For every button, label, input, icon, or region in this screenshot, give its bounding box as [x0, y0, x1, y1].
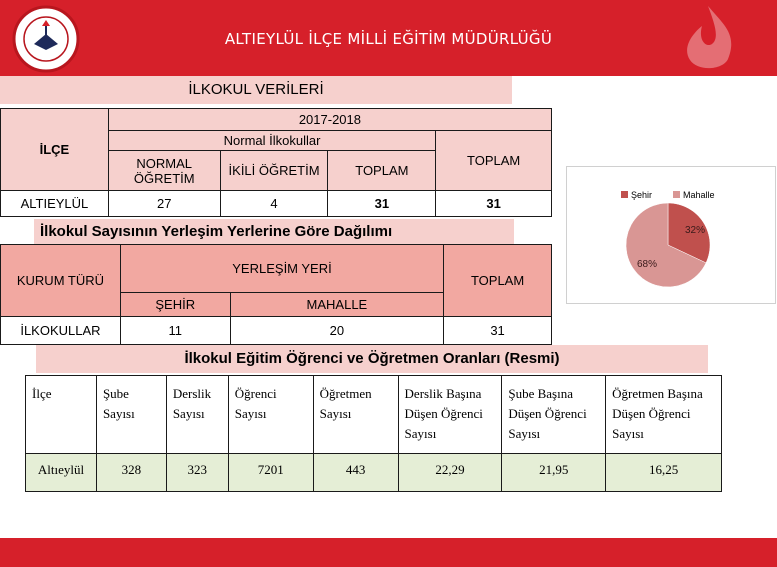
page-title: ALTIEYLÜL İLÇE MİLLİ EĞİTİM MÜDÜRLÜĞÜ — [224, 30, 553, 48]
cell-ogretmen-basina: 16,25 — [606, 454, 722, 492]
header-ogrenci-sayisi: Öğrenci Sayısı — [228, 376, 313, 454]
cell-normal: 27 — [108, 191, 220, 217]
legend-swatch-sehir — [621, 191, 628, 198]
section3-title: İlkokul Eğitim Öğrenci ve Öğretmen Oranları (Resmi) — [36, 345, 708, 373]
cell-ilce: Altıeylül — [26, 454, 97, 492]
col-toplam-total: TOPLAM — [436, 131, 552, 191]
cell-ilce: ALTIEYLÜL — [1, 191, 109, 217]
cell-toplam: 31 — [328, 191, 436, 217]
col-sehir: ŞEHİR — [120, 293, 230, 317]
cell-ogretmen-sayisi: 443 — [313, 454, 398, 492]
table-row — [1, 191, 552, 217]
col-mahalle: MAHALLE — [230, 293, 444, 317]
ogrenci-ogretmen-table — [25, 375, 722, 492]
cell-ogrenci-sayisi: 7201 — [228, 454, 313, 492]
col-normal-ogretim: NORMAL ÖĞRETİM — [108, 151, 220, 191]
legend-label-mahalle: Mahalle — [683, 190, 715, 200]
cell-kurum: İLKOKULLAR — [1, 317, 121, 345]
col-yerlesim-yeri: YERLEŞİM YERİ — [120, 245, 443, 293]
col-ilce: İLÇE — [1, 109, 109, 191]
pie-label-mahalle: 68% — [637, 259, 658, 270]
table-row — [1, 317, 552, 345]
legend-swatch-mahalle — [673, 191, 680, 198]
cell-sehir: 11 — [120, 317, 230, 345]
pie-label-sehir: 32% — [685, 225, 706, 236]
col-kurum-turu: KURUM TÜRÜ — [1, 245, 121, 317]
cell-toplam: 31 — [444, 317, 552, 345]
header-sube-basina: Şube Başına Düşen Öğrenci Sayısı — [502, 376, 606, 454]
col-toplam: TOPLAM — [328, 151, 436, 191]
cell-ikili: 4 — [220, 191, 328, 217]
cell-sube-basina: 21,95 — [502, 454, 606, 492]
cell-derslik-sayisi: 323 — [166, 454, 228, 492]
cell-sube-sayisi: 328 — [96, 454, 166, 492]
section2-title: İlkokul Sayısının Yerleşim Yerlerine Göre Dağılımı — [34, 219, 514, 245]
table-row — [26, 454, 722, 492]
pie-chart — [566, 166, 776, 304]
year-header: 2017-2018 — [108, 109, 551, 131]
col-toplam: TOPLAM — [444, 245, 552, 317]
page-footer — [0, 538, 777, 567]
header-row — [26, 376, 722, 454]
header-ilce: İlçe — [26, 376, 97, 454]
header-derslik-basina: Derslik Başına Düşen Öğrenci Sayısı — [398, 376, 502, 454]
page-header — [0, 0, 777, 76]
header-ogretmen-sayisi: Öğretmen Sayısı — [313, 376, 398, 454]
section1-title: İLKOKUL VERİLERİ — [0, 76, 512, 104]
cell-toplam-total: 31 — [436, 191, 552, 217]
header-sube-sayisi: Şube Sayısı — [96, 376, 166, 454]
pie-chart-svg — [567, 167, 775, 303]
legend-label-sehir: Şehir — [631, 190, 653, 200]
header-derslik-sayisi: Derslik Sayısı — [166, 376, 228, 454]
flame-decoration-icon — [668, 4, 748, 74]
cell-mahalle: 20 — [230, 317, 444, 345]
normal-ilkokullar-header: Normal İlkokullar — [108, 131, 435, 151]
yerlesim-table — [0, 244, 552, 345]
header-ogretmen-basina: Öğretmen Başına Düşen Öğrenci Sayısı — [606, 376, 722, 454]
cell-derslik-basina: 22,29 — [398, 454, 502, 492]
ilkokul-data-table — [0, 108, 552, 217]
col-ikili-ogretim: İKİLİ ÖĞRETİM — [220, 151, 328, 191]
